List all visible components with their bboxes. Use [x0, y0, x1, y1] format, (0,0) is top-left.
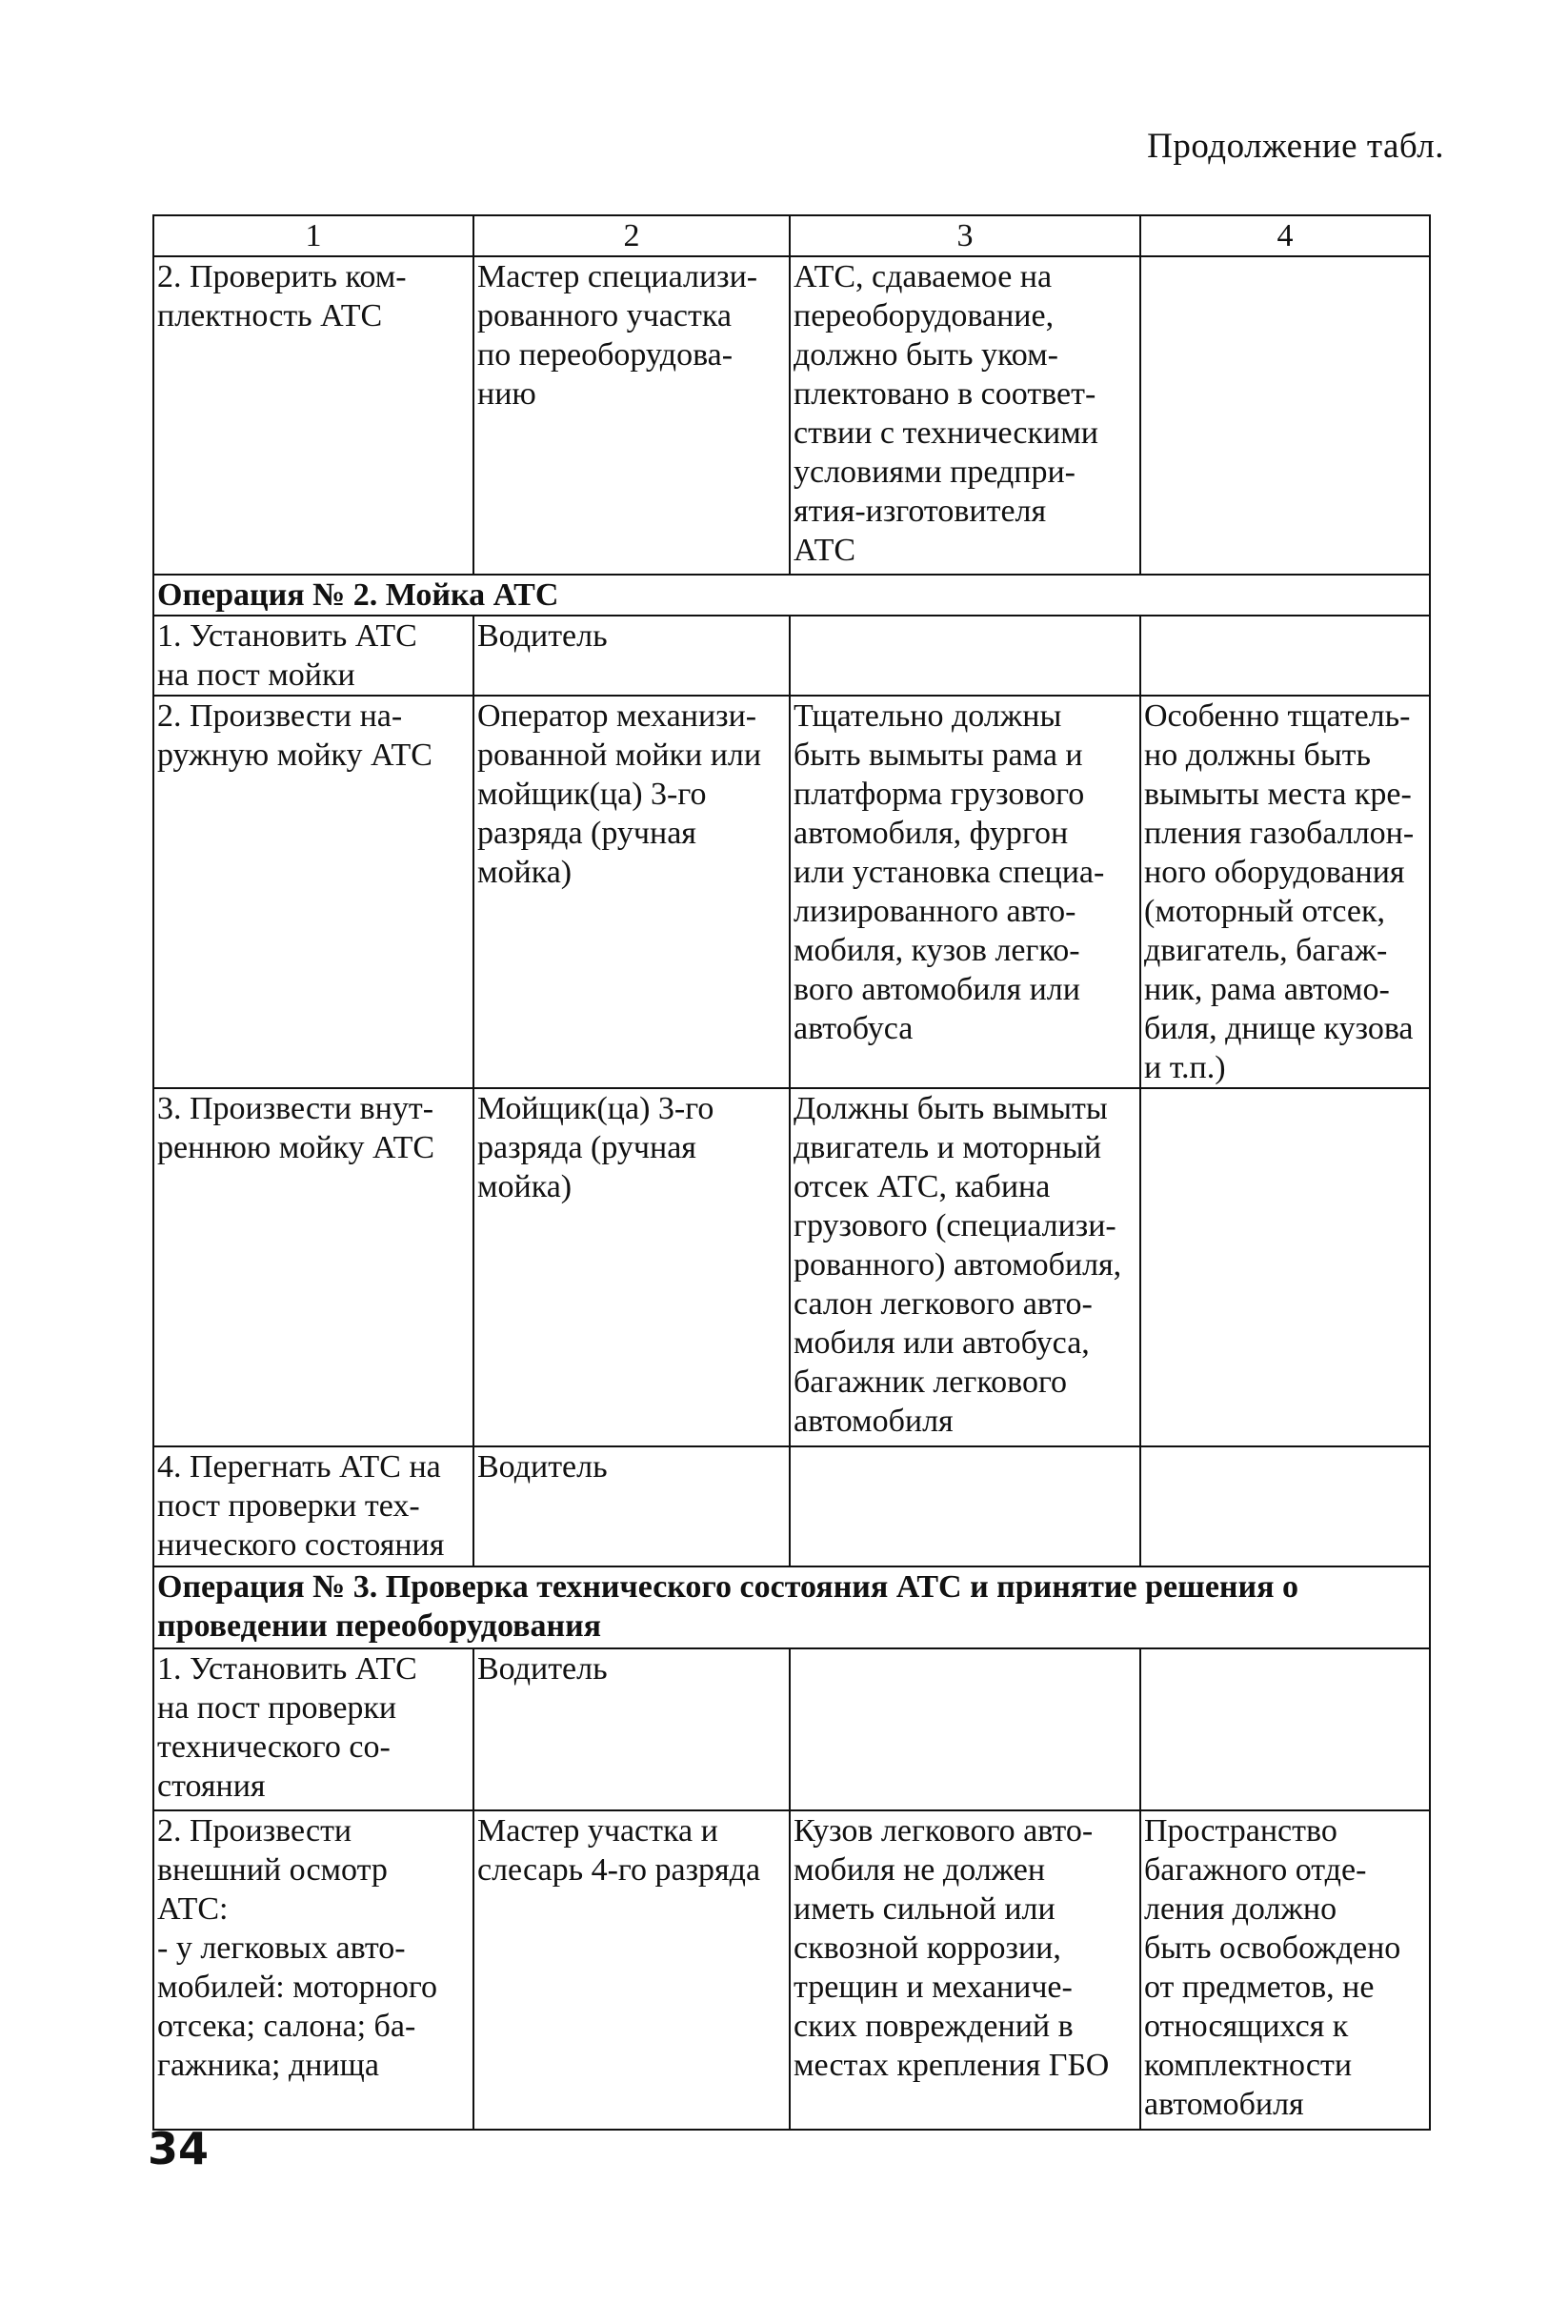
table-cell-performer: Оператор механизи- рованной мойки или мойщик(ца) 3-го разряда (ручная мойка) — [473, 696, 790, 1088]
table-row — [153, 256, 1430, 575]
table-cell-requirements: Тщательно должны быть вымыты рама и платформа грузового автомобиля, фургон или установка специа- лизированного авто- мобиля, кузов легко- вого автомобиля или автобуса — [790, 696, 1140, 1088]
table-cell-performer: Водитель — [473, 616, 790, 696]
page-number: 34 — [148, 2123, 210, 2174]
table-cell-action: 2. Произвести на- ружную мойку АТС — [153, 696, 473, 1088]
table-cell-notes: Особенно тщатель- но должны быть вымыты места кре- пления газобаллон- ного оборудования (моторный отсек, двигатель, багаж- ник, рама автомо- биля, днище кузова и т.п.) — [1140, 696, 1430, 1088]
table-cell-action: 1. Установить АТС на пост проверки технического со- стояния — [153, 1648, 473, 1810]
column-number-1: 1 — [153, 215, 473, 256]
table-continuation-label: Продолжение табл. — [1147, 127, 1444, 166]
table-row — [153, 1446, 1430, 1566]
table-cell-performer: Водитель — [473, 1446, 790, 1566]
procedure-table — [152, 214, 1431, 2131]
table-header-row — [153, 215, 1430, 256]
table-cell-performer: Мойщик(ца) 3-го разряда (ручная мойка) — [473, 1088, 790, 1446]
table-cell-performer: Водитель — [473, 1648, 790, 1810]
table-cell-notes — [1140, 1088, 1430, 1446]
column-number-4: 4 — [1140, 215, 1430, 256]
operation-title: Операция № 2. Мойка АТС — [153, 575, 1430, 616]
column-number-3: 3 — [790, 215, 1140, 256]
table-cell-notes — [1140, 616, 1430, 696]
operation-title: Операция № 3. Проверка технического состояния АТС и принятие решения о проведении переоборудования — [153, 1566, 1430, 1648]
table-row — [153, 696, 1430, 1088]
table-cell-notes — [1140, 256, 1430, 575]
operation-heading-row — [153, 575, 1430, 616]
table-cell-action: 1. Установить АТС на пост мойки — [153, 616, 473, 696]
table-cell-requirements: Должны быть вымыты двигатель и моторный отсек АТС, кабина грузового (специализи- рованного) автомобиля, салон легкового авто- мобиля или автобуса, багажник легкового автомобиля — [790, 1088, 1140, 1446]
table-cell-action: 3. Произвести внут- реннюю мойку АТС — [153, 1088, 473, 1446]
table-row — [153, 1648, 1430, 1810]
table-cell-action: 2. Произвести внешний осмотр АТС: - у легковых авто- мобилей: моторного отсека; салона; ба- гажника; днища — [153, 1810, 473, 2130]
table-cell-performer: Мастер участка и слесарь 4-го разряда — [473, 1810, 790, 2130]
table-cell-action: 2. Проверить ком- плектность АТС — [153, 256, 473, 575]
operation-heading-row — [153, 1566, 1430, 1648]
column-number-2: 2 — [473, 215, 790, 256]
table-row — [153, 616, 1430, 696]
table-cell-notes: Пространство багажного отде- ления должно быть освобождено от предметов, не относящихся к комплектности автомобиля — [1140, 1810, 1430, 2130]
table-cell-requirements — [790, 1648, 1140, 1810]
table-cell-notes — [1140, 1648, 1430, 1810]
table-cell-notes — [1140, 1446, 1430, 1566]
table-row — [153, 1810, 1430, 2130]
table-cell-requirements — [790, 616, 1140, 696]
table-cell-requirements: Кузов легкового авто- мобиля не должен иметь сильной или сквозной коррозии, трещин и механиче- ских повреждений в местах крепления ГБО — [790, 1810, 1140, 2130]
table-cell-performer: Мастер специализи- рованного участка по переоборудова- нию — [473, 256, 790, 575]
table-cell-requirements: АТС, сдаваемое на переоборудование, должно быть уком- плектовано в соответ- ствии с техническими условиями предпри- ятия-изготовителя АТС — [790, 256, 1140, 575]
table-cell-requirements — [790, 1446, 1140, 1566]
table-row — [153, 1088, 1430, 1446]
table-cell-action: 4. Перегнать АТС на пост проверки тех- нического состояния — [153, 1446, 473, 1566]
